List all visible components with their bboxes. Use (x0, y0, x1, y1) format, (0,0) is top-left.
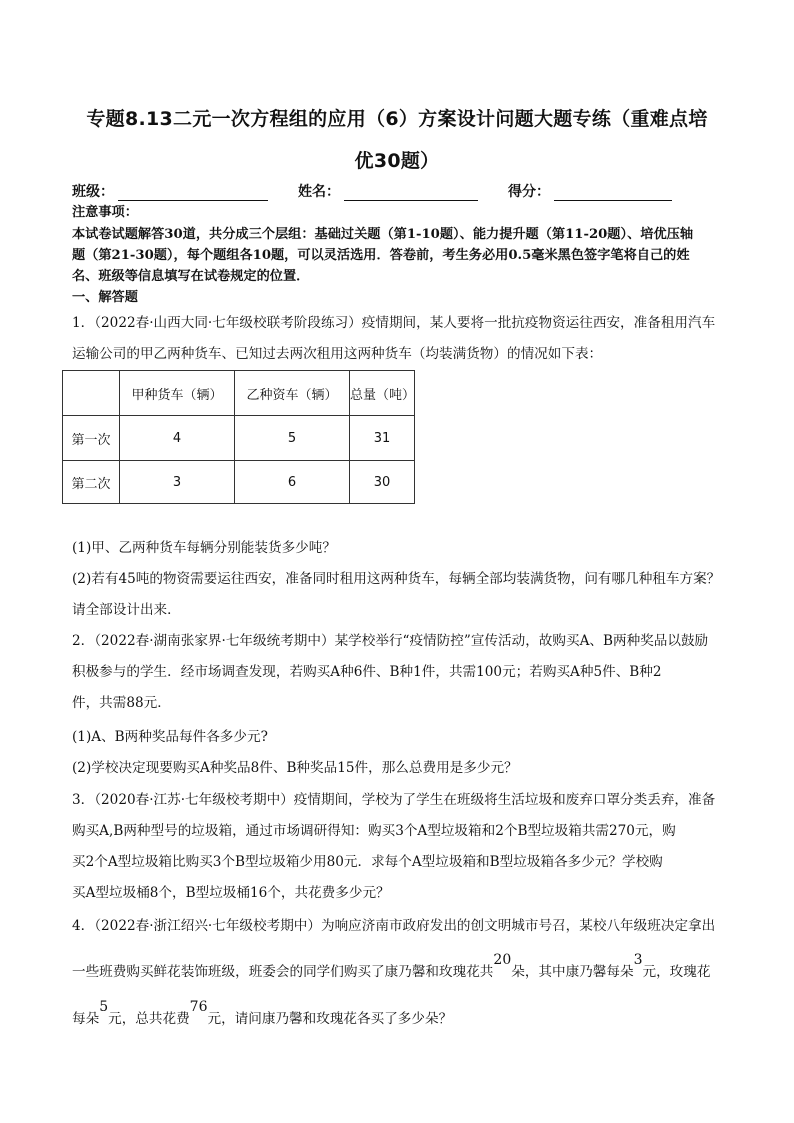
q3-line-4: 买A型垃圾桶8个，B型垃圾桶16个，共花费多少元？ (72, 885, 390, 901)
table-row (63, 416, 415, 461)
q1-sub-2-line-2: 请全部设计出来． (72, 602, 181, 618)
q4-carnation-price: 3 (633, 952, 643, 968)
table-cell: 5 (235, 416, 350, 461)
table-cell: 6 (235, 461, 350, 504)
q1-sub-2-line-1: (2)若有45吨的物资需要运往西安，准备同时租用这两种货车，每辆全部均装满货物，问有哪几种租车方案？ (72, 571, 721, 587)
q1-line-2: 运输公司的甲乙两种货车、已知过去两次租用这两种货车（均装满货物）的情况如下表： (72, 346, 603, 362)
q2-sub-1: (1)A、B两种奖品每件各多少元? (72, 729, 268, 745)
table-cell: 3 (120, 461, 235, 504)
truck-table (62, 370, 415, 504)
q4-line-1: 4．（2022春·浙江绍兴·七年级校考期中）为响应济南市政府发出的创文明城市号召，某校八年级班决定拿出 (72, 918, 716, 934)
q4-rose-price: 5 (99, 999, 109, 1015)
q3-line-2: 购买A,B两种型号的垃圾箱，通过市场调研得知：购买3个A型垃圾箱和2个B型垃圾箱共需270元，购 (72, 823, 676, 839)
notice-line-1: 本试卷试题解答30道，共分成三个层组：基础过关题（第1-10题）、能力提升题（第11-20题）、培优压轴 (72, 227, 694, 242)
q4-line-2 (72, 952, 732, 982)
table-header-cell (63, 371, 120, 416)
table-row (63, 461, 415, 504)
class-label: 班级： (72, 184, 114, 200)
q2-sub-2: (2)学校决定现要购买A种奖品8件、B种奖品15件，那么总费用是多少元？ (72, 760, 518, 776)
q4-text: 元，玫瑰花 (642, 964, 711, 980)
class-field[interactable] (72, 181, 268, 201)
q4-total-count: 20 (493, 952, 512, 968)
q1-line-1: 1．（2022春·山西大同·七年级校联考阶段练习）疫情期间，某人要将一批抗疫物资运往西安，准备租用汽车 (72, 315, 716, 331)
q1-sub-1: (1)甲、乙两种货车每辆分别能装货多少吨？ (72, 540, 336, 556)
name-blank[interactable] (344, 186, 478, 201)
score-label: 得分： (508, 184, 550, 200)
table-cell: 4 (120, 416, 235, 461)
table-header-cell: 总量（吨） (350, 371, 415, 416)
table-header-row (63, 371, 415, 416)
page-title-line-1: 专题8.13二元一次方程组的应用（6）方案设计问题大题专练（重难点培 (86, 108, 708, 130)
section-heading: 一、解答题 (72, 290, 138, 305)
table-header-cell: 甲种货车（辆） (120, 371, 235, 416)
page-title-line-2: 优30题） (354, 150, 440, 172)
q4-total-cost: 76 (189, 999, 208, 1015)
q4-text: 朵，其中康乃馨每朵 (511, 964, 634, 980)
table-cell: 第二次 (63, 461, 120, 504)
notice-line-3: 名、班级等信息填写在试卷规定的位置． (72, 269, 310, 284)
name-field[interactable] (298, 181, 478, 201)
student-info-fields (72, 181, 732, 203)
q4-text: 每朵 (72, 1011, 100, 1027)
score-field[interactable] (508, 181, 672, 201)
q2-line-2: 积极参与的学生．经市场调查发现，若购买A种6件、B种1件，共需100元；若购买A种5件、B种2 (72, 664, 662, 680)
q4-text: 元，请问康乃馨和玫瑰花各买了多少朵？ (207, 1011, 453, 1027)
q3-line-1: 3．（2020春·江苏·七年级校考期中）疫情期间，学校为了学生在班级将生活垃圾和废弃口罩分类丢弃，准备 (72, 792, 716, 808)
q3-line-3: 买2个A型垃圾箱比购买3个B型垃圾箱少用80元．求每个A型垃圾箱和B型垃圾箱各多少元？学校购 (72, 854, 663, 870)
table-header-cell: 乙种资车（辆） (235, 371, 350, 416)
notice-line-2: 题（第21-30题），每个题组各10题，可以灵活选用．答卷前，考生务必用0.5毫米黑色签字笔将自己的姓 (72, 248, 690, 263)
score-blank[interactable] (554, 186, 672, 201)
q2-line-3: 件，共需88元． (72, 695, 171, 711)
name-label: 姓名： (298, 184, 340, 200)
q2-line-1: 2．（2022春·湖南张家界·七年级统考期中）某学校举行“疫情防控”宣传活动，故购买A、B两种奖品以鼓励 (72, 633, 709, 649)
q4-line-3 (72, 999, 732, 1029)
table-cell: 30 (350, 461, 415, 504)
class-blank[interactable] (118, 186, 268, 201)
notice-heading: 注意事项： (72, 205, 138, 220)
q4-text: 一些班费购买鲜花装饰班级，班委会的同学们购买了康乃馨和玫瑰花共 (72, 964, 494, 980)
table-cell: 第一次 (63, 416, 120, 461)
q4-text: 元，总共花费 (108, 1011, 190, 1027)
table-cell: 31 (350, 416, 415, 461)
